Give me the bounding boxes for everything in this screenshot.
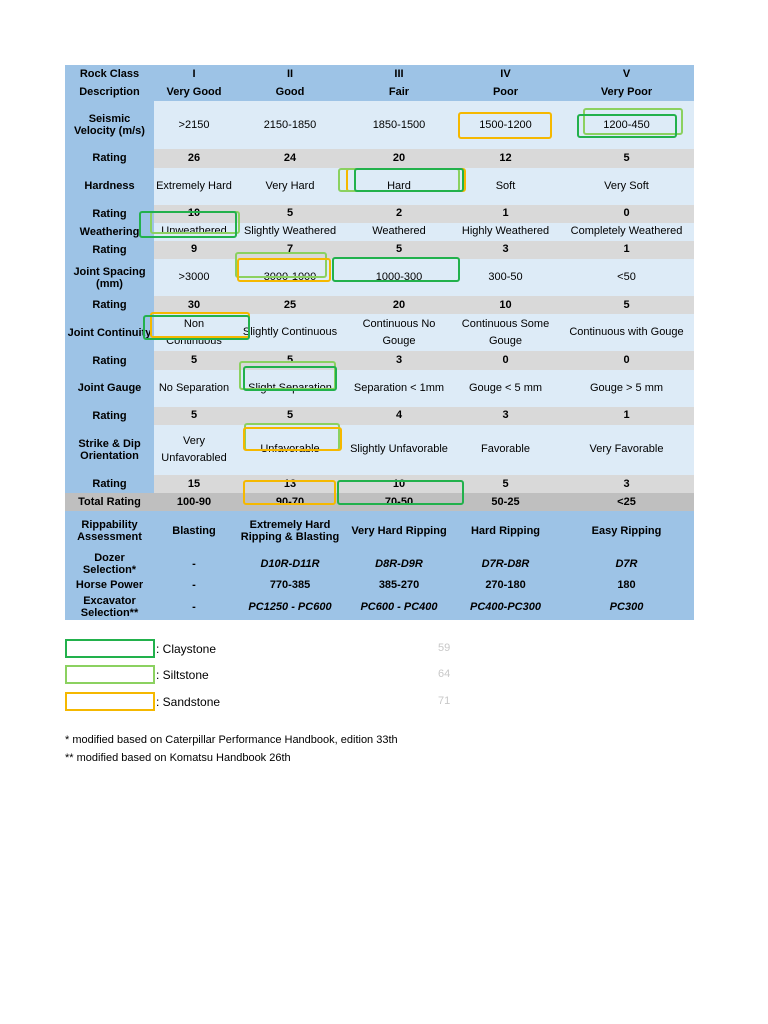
selection-label: Rippability Assessment bbox=[65, 511, 154, 551]
parameter-cell: Slightly Weathered bbox=[234, 223, 346, 241]
rating-cell: 26 bbox=[154, 149, 234, 167]
selection-cell: D8R-D9R bbox=[346, 552, 452, 576]
selection-cell: PC600 - PC400 bbox=[346, 594, 452, 620]
total-rating-cell: 50-25 bbox=[452, 493, 559, 511]
total-rating-cell: 90-70 bbox=[234, 493, 346, 511]
parameter-cell: Favorable bbox=[452, 425, 559, 475]
rating-row bbox=[65, 149, 694, 167]
total-rating-label: Total Rating bbox=[65, 493, 154, 511]
rating-label: Rating bbox=[65, 205, 154, 223]
parameter-label: Joint Spacing (mm) bbox=[65, 259, 154, 296]
selection-cell: - bbox=[154, 552, 234, 576]
selection-cell: 385-270 bbox=[346, 576, 452, 594]
parameter-cell: Gouge < 5 mm bbox=[452, 370, 559, 407]
parameter-cell: >2150 bbox=[154, 101, 234, 149]
parameter-cell: Soft bbox=[452, 168, 559, 205]
rating-cell: 9 bbox=[154, 241, 234, 259]
parameter-row bbox=[65, 370, 694, 407]
description-row bbox=[65, 83, 694, 101]
parameter-cell: Weathered bbox=[346, 223, 452, 241]
rating-cell: 0 bbox=[452, 351, 559, 369]
rating-label: Rating bbox=[65, 351, 154, 369]
parameter-row bbox=[65, 425, 694, 475]
class-cell: IV bbox=[452, 65, 559, 83]
parameter-cell: 1200-450 bbox=[559, 101, 694, 149]
rating-cell: 5 bbox=[154, 351, 234, 369]
parameter-row bbox=[65, 314, 694, 351]
rating-cell: 5 bbox=[346, 241, 452, 259]
total-rating-cell: 70-50 bbox=[346, 493, 452, 511]
rating-cell: 24 bbox=[234, 149, 346, 167]
selection-cell: - bbox=[154, 576, 234, 594]
parameter-cell: Hard bbox=[346, 168, 452, 205]
siltstone-legend-swatch bbox=[65, 665, 155, 684]
rating-label: Rating bbox=[65, 296, 154, 314]
class-cell: V bbox=[559, 65, 694, 83]
parameter-cell: Very Hard bbox=[234, 168, 346, 205]
selection-cell: D7R bbox=[559, 552, 694, 576]
rating-cell: 12 bbox=[452, 149, 559, 167]
parameter-label: Joint Continuity bbox=[65, 314, 154, 351]
parameter-cell: Non Continuous bbox=[154, 314, 234, 351]
total-rating-row bbox=[65, 493, 694, 511]
parameter-cell: Very Unfavorabled bbox=[154, 425, 234, 475]
parameter-cell: Slight Separation bbox=[234, 370, 346, 407]
selection-row bbox=[65, 511, 694, 551]
rating-cell: 4 bbox=[346, 407, 452, 425]
rating-cell: 5 bbox=[452, 475, 559, 493]
parameter-cell: 1000-300 bbox=[346, 259, 452, 296]
selection-cell: D10R-D11R bbox=[234, 552, 346, 576]
parameter-cell: Very Favorable bbox=[559, 425, 694, 475]
selection-cell: PC300 bbox=[559, 594, 694, 620]
rating-cell: 7 bbox=[234, 241, 346, 259]
selection-cell: Very Hard Ripping bbox=[346, 511, 452, 551]
rating-cell: 1 bbox=[559, 241, 694, 259]
claystone-legend-label: : Claystone bbox=[156, 642, 217, 656]
parameter-cell: Completely Weathered bbox=[559, 223, 694, 241]
rating-label: Rating bbox=[65, 241, 154, 259]
rating-row bbox=[65, 205, 694, 223]
sandstone-legend-number: 71 bbox=[438, 695, 451, 707]
rating-cell: 3 bbox=[452, 241, 559, 259]
parameter-cell: Slightly Continuous bbox=[234, 314, 346, 351]
parameter-label: Weathering bbox=[65, 223, 154, 241]
rating-cell: 10 bbox=[346, 475, 452, 493]
sandstone-legend-label: : Sandstone bbox=[156, 695, 221, 709]
footnote-caterpillar: * modified based on Caterpillar Performance Handbook, edition 33th bbox=[65, 734, 398, 746]
parameter-row bbox=[65, 259, 694, 296]
parameter-cell: Extremely Hard bbox=[154, 168, 234, 205]
rating-label: Rating bbox=[65, 407, 154, 425]
parameter-cell: <50 bbox=[559, 259, 694, 296]
parameter-label: Seismic Velocity (m/s) bbox=[65, 101, 154, 149]
claystone-legend-number: 59 bbox=[438, 642, 451, 654]
rating-cell: 1 bbox=[452, 205, 559, 223]
selection-cell: PC400-PC300 bbox=[452, 594, 559, 620]
selection-cell: Blasting bbox=[154, 511, 234, 551]
rating-cell: 0 bbox=[559, 351, 694, 369]
rating-cell: 1 bbox=[559, 407, 694, 425]
rating-row bbox=[65, 351, 694, 369]
rock-class-label: Rock Class bbox=[65, 65, 154, 83]
rating-cell: 3 bbox=[452, 407, 559, 425]
rating-row bbox=[65, 296, 694, 314]
rating-cell: 5 bbox=[559, 149, 694, 167]
sandstone-legend-swatch bbox=[65, 692, 155, 711]
selection-cell: Hard Ripping bbox=[452, 511, 559, 551]
total-rating-cell: <25 bbox=[559, 493, 694, 511]
parameter-label: Hardness bbox=[65, 168, 154, 205]
description-cell: Very Poor bbox=[559, 83, 694, 101]
parameter-cell: 3000-1000 bbox=[234, 259, 346, 296]
parameter-row bbox=[65, 223, 694, 241]
rating-label: Rating bbox=[65, 149, 154, 167]
selection-row bbox=[65, 552, 694, 576]
rippability-table bbox=[65, 65, 694, 620]
rating-row bbox=[65, 407, 694, 425]
parameter-row bbox=[65, 101, 694, 149]
selection-row bbox=[65, 576, 694, 594]
claystone-legend-swatch bbox=[65, 639, 155, 658]
parameter-cell: Slightly Unfavorable bbox=[346, 425, 452, 475]
rating-cell: 3 bbox=[559, 475, 694, 493]
parameter-cell: Highly Weathered bbox=[452, 223, 559, 241]
parameter-cell: No Separation bbox=[154, 370, 234, 407]
description-cell: Good bbox=[234, 83, 346, 101]
rating-cell: 5 bbox=[559, 296, 694, 314]
rating-cell: 25 bbox=[234, 296, 346, 314]
selection-cell: 770-385 bbox=[234, 576, 346, 594]
parameter-cell: 2150-1850 bbox=[234, 101, 346, 149]
parameter-cell: Continuous No Gouge bbox=[346, 314, 452, 351]
parameter-cell: 1850-1500 bbox=[346, 101, 452, 149]
footnote-komatsu: ** modified based on Komatsu Handbook 26th bbox=[65, 752, 291, 764]
rating-cell: 10 bbox=[452, 296, 559, 314]
rating-cell: 20 bbox=[346, 149, 452, 167]
rating-cell: 5 bbox=[234, 407, 346, 425]
rating-cell: 10 bbox=[154, 205, 234, 223]
rating-label: Rating bbox=[65, 475, 154, 493]
rating-cell: 15 bbox=[154, 475, 234, 493]
parameter-label: Strike & Dip Orientation bbox=[65, 425, 154, 475]
rating-cell: 5 bbox=[234, 351, 346, 369]
parameter-cell: 300-50 bbox=[452, 259, 559, 296]
rating-cell: 3 bbox=[346, 351, 452, 369]
parameter-label: Joint Gauge bbox=[65, 370, 154, 407]
rating-cell: 13 bbox=[234, 475, 346, 493]
selection-cell: 180 bbox=[559, 576, 694, 594]
rating-cell: 0 bbox=[559, 205, 694, 223]
rating-cell: 30 bbox=[154, 296, 234, 314]
selection-row bbox=[65, 594, 694, 620]
class-cell: I bbox=[154, 65, 234, 83]
rating-cell: 5 bbox=[154, 407, 234, 425]
selection-label: Excavator Selection** bbox=[65, 594, 154, 620]
selection-cell: - bbox=[154, 594, 234, 620]
selection-label: Dozer Selection* bbox=[65, 552, 154, 576]
selection-cell: 270-180 bbox=[452, 576, 559, 594]
class-cell: II bbox=[234, 65, 346, 83]
rock-class-row bbox=[65, 65, 694, 83]
siltstone-legend-label: : Siltstone bbox=[156, 668, 209, 682]
selection-cell: PC1250 - PC600 bbox=[234, 594, 346, 620]
parameter-cell: Continuous with Gouge bbox=[559, 314, 694, 351]
parameter-cell: 1500-1200 bbox=[452, 101, 559, 149]
rating-cell: 2 bbox=[346, 205, 452, 223]
selection-label: Horse Power bbox=[65, 576, 154, 594]
selection-cell: Easy Ripping bbox=[559, 511, 694, 551]
selection-cell: D7R-D8R bbox=[452, 552, 559, 576]
total-rating-cell: 100-90 bbox=[154, 493, 234, 511]
description-cell: Very Good bbox=[154, 83, 234, 101]
rating-row bbox=[65, 241, 694, 259]
rating-cell: 5 bbox=[234, 205, 346, 223]
class-cell: III bbox=[346, 65, 452, 83]
parameter-cell: Separation < 1mm bbox=[346, 370, 452, 407]
rating-row bbox=[65, 475, 694, 493]
description-cell: Fair bbox=[346, 83, 452, 101]
parameter-cell: Unfavorable bbox=[234, 425, 346, 475]
parameter-cell: Continuous Some Gouge bbox=[452, 314, 559, 351]
description-cell: Poor bbox=[452, 83, 559, 101]
selection-cell: Extremely Hard Ripping & Blasting bbox=[234, 511, 346, 551]
parameter-cell: Very Soft bbox=[559, 168, 694, 205]
parameter-cell: >3000 bbox=[154, 259, 234, 296]
parameter-row bbox=[65, 168, 694, 205]
table-body bbox=[65, 65, 694, 620]
description-label: Description bbox=[65, 83, 154, 101]
rating-cell: 20 bbox=[346, 296, 452, 314]
siltstone-legend-number: 64 bbox=[438, 668, 451, 680]
parameter-cell: Gouge > 5 mm bbox=[559, 370, 694, 407]
parameter-cell: Unweathered bbox=[154, 223, 234, 241]
